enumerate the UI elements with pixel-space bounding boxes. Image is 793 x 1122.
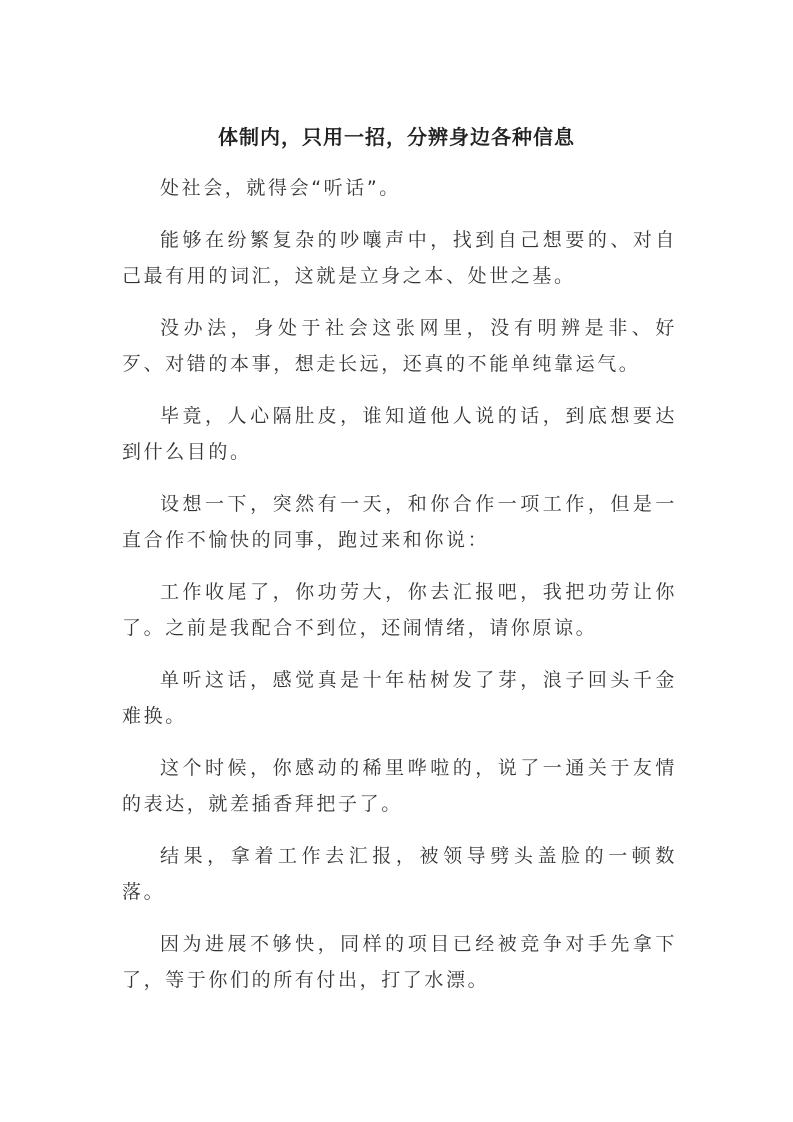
paragraph: 处社会，就得会“听话”。 xyxy=(160,177,401,199)
paragraph: 这个时候，你感动的稀里哗啦的，说了一通关于友情的表达，就差插香拜把子了。 xyxy=(122,757,677,815)
document-body xyxy=(122,170,677,1014)
paragraph: 结果，拿着工作去汇报，被领导劈头盖脸的一顿数落。 xyxy=(122,845,677,903)
paragraph: 工作收尾了，你功劳大，你去汇报吧，我把功劳让你了。之前是我配合不到位，还闹情绪，请你原谅。 xyxy=(122,581,677,639)
paragraph: 能够在纷繁复杂的吵嚷声中，找到自己想要的、对自己最有用的词汇，这就是立身之本、处世之基。 xyxy=(122,229,677,287)
paragraph: 设想一下，突然有一天，和你合作一项工作，但是一直合作不愉快的同事，跑过来和你说： xyxy=(122,493,677,551)
document-title: 体制内，只用一招，分辨身边各种信息 xyxy=(218,125,575,149)
paragraph: 单听这话，感觉真是十年枯树发了芽，浪子回头千金难换。 xyxy=(122,669,677,727)
paragraph: 毕竟，人心隔肚皮，谁知道他人说的话，到底想要达到什么目的。 xyxy=(122,405,677,463)
paragraph: 没办法，身处于社会这张网里，没有明辨是非、好歹、对错的本事，想走长远，还真的不能单纯靠运气。 xyxy=(122,317,677,375)
paragraph: 因为进展不够快，同样的项目已经被竞争对手先拿下了，等于你们的所有付出，打了水漂。 xyxy=(122,933,677,991)
